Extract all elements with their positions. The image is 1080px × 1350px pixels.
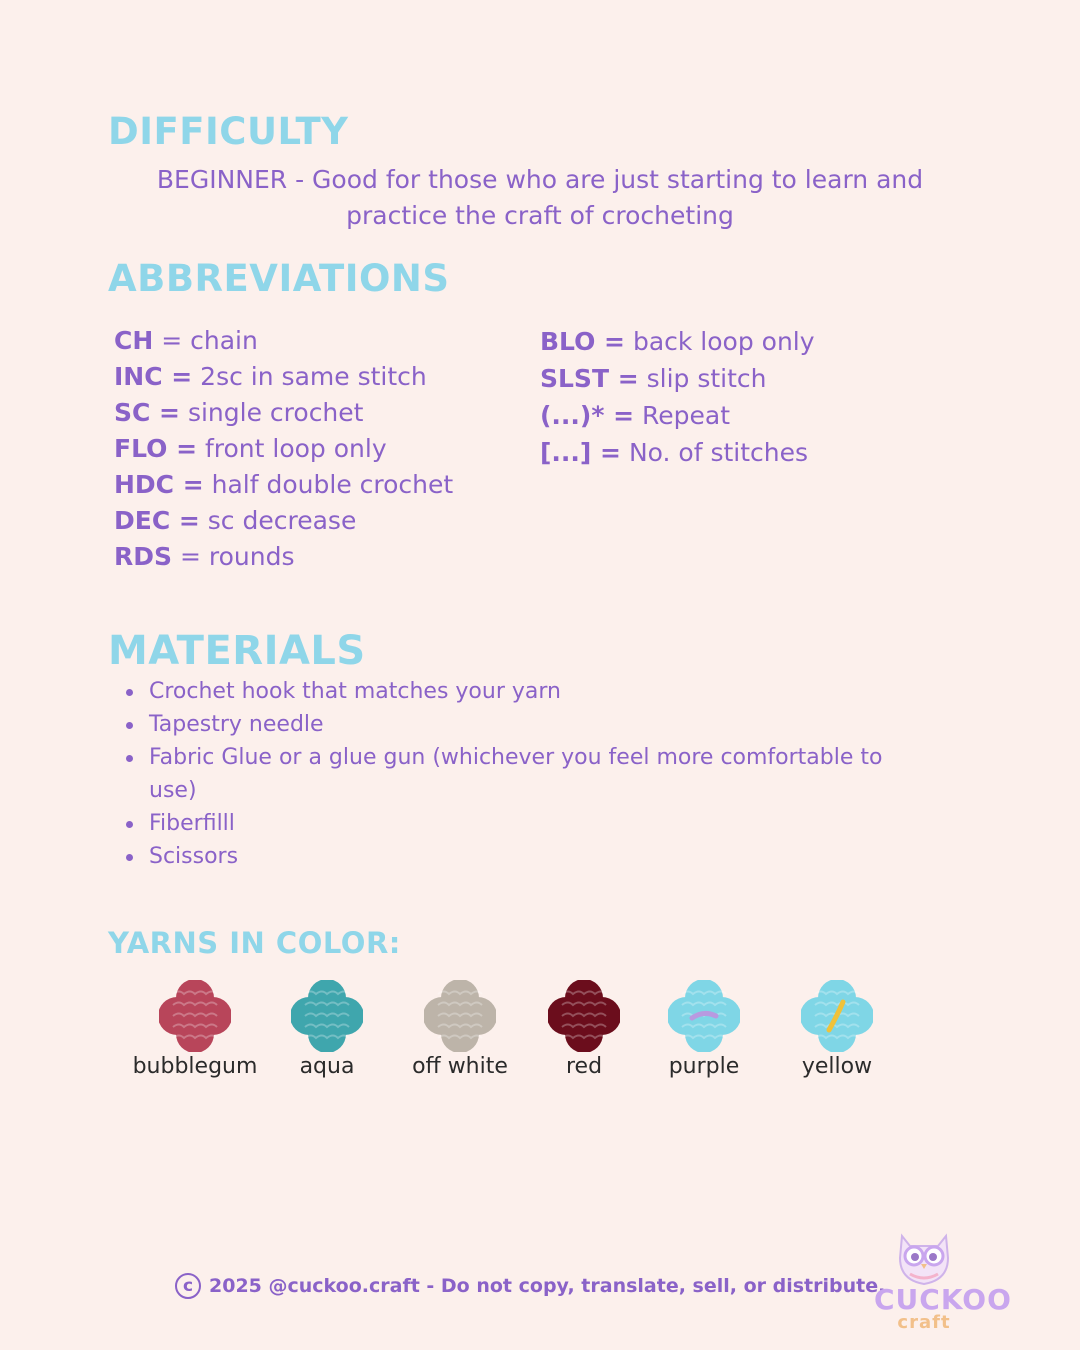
abbreviation-item: [114, 323, 453, 359]
yarn-label: off white: [412, 1054, 508, 1079]
owl-icon: [874, 1228, 974, 1288]
abbreviation-value: No. of stitches: [621, 438, 809, 467]
abbreviation-item: [114, 359, 453, 395]
abbreviation-key: INC =: [114, 362, 193, 391]
copyright-footer: [175, 1273, 885, 1299]
yarn-label: bubblegum: [132, 1054, 258, 1079]
abbreviation-key: CH: [114, 326, 154, 355]
cuckoo-craft-logo: [874, 1228, 1012, 1338]
material-item: Fiberfilll: [123, 807, 923, 840]
abbreviation-value: = chain: [153, 326, 258, 355]
abbreviation-item: [114, 431, 453, 467]
abbreviation-item: [114, 395, 453, 431]
abbreviation-value: half double crochet: [203, 470, 454, 499]
abbreviation-value: single crochet: [180, 398, 364, 427]
abbreviation-key: [...] =: [540, 438, 621, 467]
abbreviation-item: [540, 434, 815, 471]
abbreviation-key: SC =: [114, 398, 181, 427]
yarn-swatch-icon: [159, 980, 231, 1052]
yarn-swatch-icon: [801, 980, 873, 1052]
material-item: Crochet hook that matches your yarn: [123, 675, 923, 708]
abbreviation-value: slip stitch: [638, 364, 767, 393]
yarn-swatches: [0, 980, 1080, 1100]
abbreviation-key: BLO =: [540, 327, 625, 356]
yarn-item: [125, 980, 265, 1079]
abbreviation-item: [114, 503, 453, 539]
abbreviation-value: Repeat: [634, 401, 731, 430]
yarn-label: red: [565, 1054, 603, 1079]
abbreviation-value: front loop only: [197, 434, 387, 463]
logo-name: CUCKOO: [874, 1283, 1012, 1316]
abbreviation-value: = rounds: [172, 542, 295, 571]
difficulty-text: BEGINNER - Good for those who are just starting to learn and practice the craft of crocheting: [156, 165, 924, 230]
yarn-swatch-icon: [291, 980, 363, 1052]
abbreviation-value: 2sc in same stitch: [192, 362, 427, 391]
yarn-item: [390, 980, 530, 1079]
abbreviation-key: DEC =: [114, 506, 200, 535]
yarn-label: yellow: [801, 1054, 873, 1079]
abbreviations-left-list: [114, 323, 453, 575]
materials-list: [123, 675, 923, 873]
abbreviation-key: (...)* =: [540, 401, 635, 430]
footer-text: 2025 @cuckoo.craft - Do not copy, translate, sell, or distribute.: [209, 1275, 886, 1297]
logo-sub: craft: [897, 1312, 951, 1333]
yarn-swatch-icon: [548, 980, 620, 1052]
material-item: Tapestry needle: [123, 708, 923, 741]
abbreviation-item: [540, 360, 815, 397]
yarn-item: [634, 980, 774, 1079]
abbreviations-right-list: [540, 323, 815, 471]
abbreviations-heading: ABBREVIATIONS: [108, 257, 450, 300]
yarns-heading: YARNS IN COLOR:: [108, 926, 401, 960]
materials-heading: MATERIALS: [108, 628, 366, 674]
abbreviation-item: [114, 467, 453, 503]
abbreviation-value: back loop only: [625, 327, 815, 356]
abbreviation-key: RDS: [114, 542, 173, 571]
yarn-swatch-icon: [424, 980, 496, 1052]
abbreviation-value: sc decrease: [199, 506, 357, 535]
yarn-item: [257, 980, 397, 1079]
material-item: Fabric Glue or a glue gun (whichever you feel more comfortable to use): [123, 741, 923, 807]
copyright-icon: c: [175, 1273, 201, 1299]
yarn-label: aqua: [299, 1054, 355, 1079]
yarn-item: [767, 980, 907, 1079]
abbreviation-key: SLST =: [540, 364, 639, 393]
yarn-label: purple: [668, 1054, 740, 1079]
abbreviation-key: FLO =: [114, 434, 198, 463]
yarn-item: [514, 980, 654, 1079]
abbreviation-key: HDC =: [114, 470, 204, 499]
yarn-swatch-icon: [668, 980, 740, 1052]
abbreviation-item: [540, 397, 815, 434]
abbreviation-item: [114, 539, 453, 575]
difficulty-heading: DIFFICULTY: [108, 110, 349, 153]
abbreviation-item: [540, 323, 815, 360]
material-item: Scissors: [123, 840, 923, 873]
